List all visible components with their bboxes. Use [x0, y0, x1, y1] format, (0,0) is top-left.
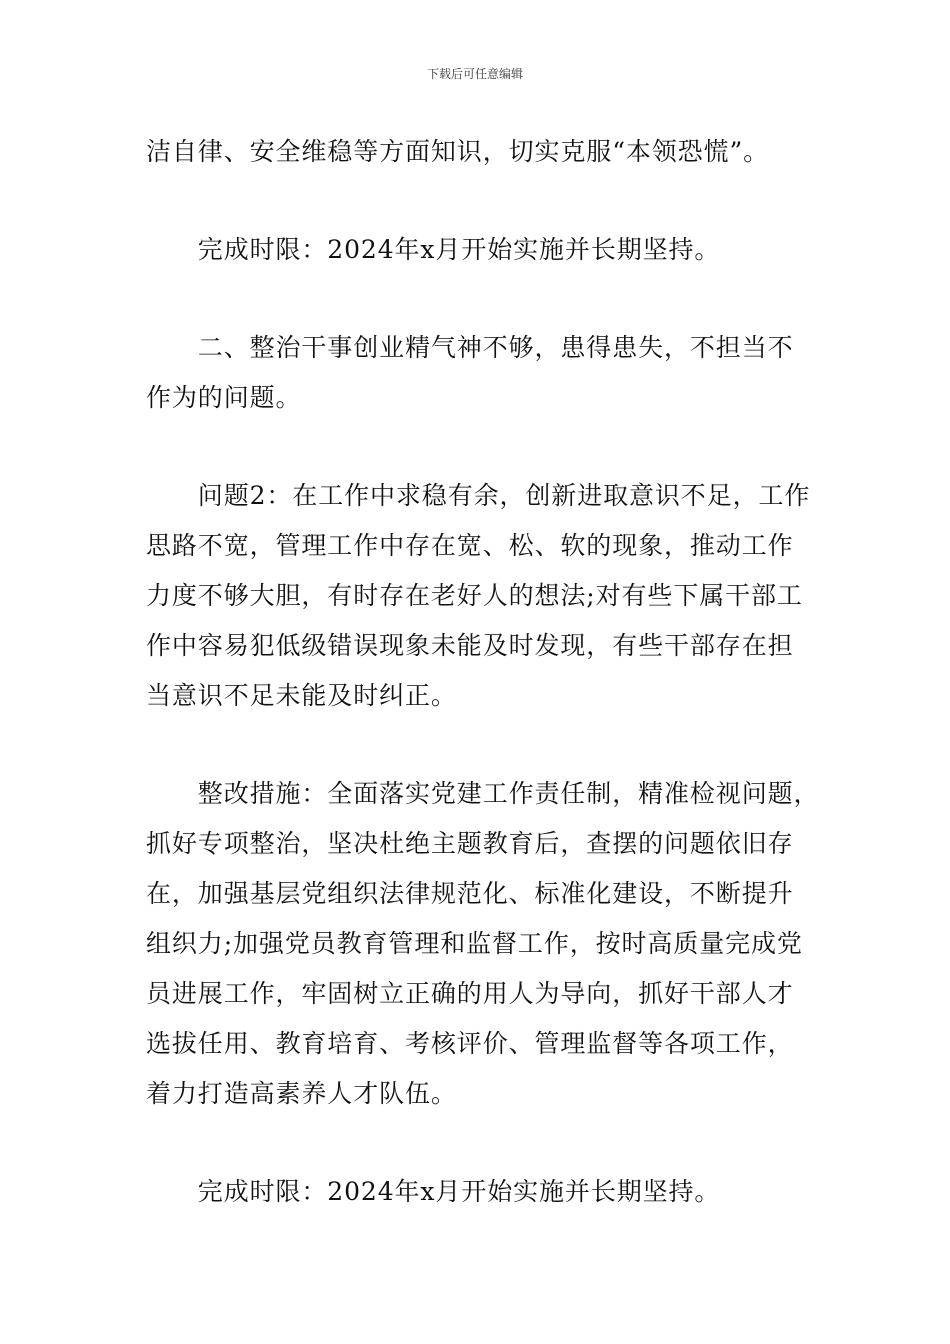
- text-line: 思路不宽，管理工作中存在宽、松、软的现象，推动工作: [146, 531, 794, 560]
- paragraph-deadline-2: [146, 1167, 826, 1217]
- text-line: 整改措施：全面落实党建工作责任制，精准检视问题，: [146, 779, 820, 808]
- text-line: 力度不够大胆，有时存在老好人的想法;对有些下属干部工: [146, 581, 803, 610]
- text-line: 二、整治干事创业精气神不够，患得患失，不担当不: [146, 333, 794, 362]
- text-line: 作中容易犯低级错误现象未能及时发现，有些干部存在担: [146, 631, 794, 660]
- text-line: 作为的问题。: [146, 383, 302, 412]
- page-header-note: 下载后可任意编辑: [426, 67, 523, 81]
- paragraph-problem-2: [146, 471, 826, 721]
- text-line: 抓好专项整治，坚决杜绝主题教育后，查摆的问题依旧存: [146, 829, 794, 858]
- text-line: 在，加强基层党组织法律规范化、标准化建设，不断提升: [146, 879, 794, 908]
- paragraph-deadline-1: [146, 225, 826, 275]
- text-line: 完成时限：2024年x月开始实施并长期坚持。: [146, 1177, 721, 1206]
- text-line: 完成时限：2024年x月开始实施并长期坚持。: [146, 235, 721, 264]
- text-line: 选拔任用、教育培育、考核评价、管理监督等各项工作，: [146, 1029, 794, 1058]
- paragraph-section-heading: [146, 323, 826, 423]
- text-line: 洁自律、安全维稳等方面知识，切实克服“本领恐慌”。: [146, 137, 770, 166]
- text-line: 着力打造高素养人才队伍。: [146, 1079, 457, 1108]
- paragraph-measures: [146, 769, 826, 1119]
- document-body: [146, 127, 826, 1217]
- text-line: 组织力;加强党员教育管理和监督工作，按时高质量完成党: [146, 929, 803, 958]
- text-line: 员进展工作，牢固树立正确的用人为导向，抓好干部人才: [146, 979, 794, 1008]
- paragraph-knowledge: [146, 127, 826, 177]
- text-line: 问题2：在工作中求稳有余，创新进取意识不足，工作: [146, 481, 811, 510]
- text-line: 当意识不足未能及时纠正。: [146, 681, 457, 710]
